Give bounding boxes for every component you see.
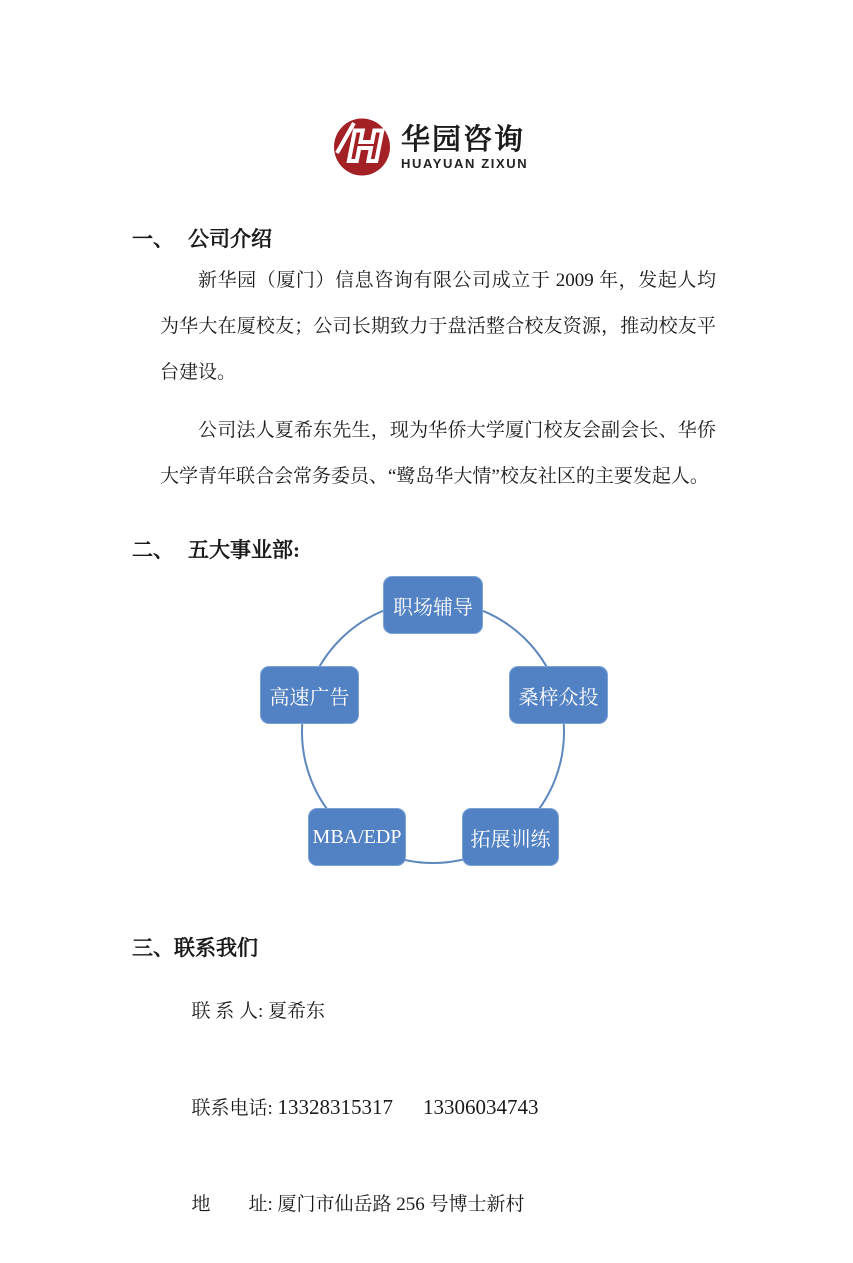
section-contact-heading [132,936,258,960]
logo-title: 华园咨询 [401,123,526,156]
svg-text:H: H [348,122,384,171]
division-box-career-coaching: 职场辅导 [383,576,483,634]
division-box-crowdfunding: 桑梓众投 [509,666,608,724]
logo-text [401,124,528,171]
division-box-highway-ads: 高速广告 [260,666,359,724]
contact-person-label: 联 系 人: [191,1001,269,1022]
contact-phone-number: 13328315317 [277,1095,394,1119]
intro-paragraph: 公司法人夏希东先生，现为华侨大学厦门校友会副会长、华侨大学青年联合会常务委员、“鹭岛华大情”校友社区的主要发起人。 [160,420,716,487]
contact-address-row [163,1167,539,1242]
cycle-circle-icon [290,589,580,879]
section-number: 三、 [132,936,174,960]
division-box-outdoor-training: 拓展训练 [462,808,559,866]
section-number: 二、 [132,538,174,562]
contact-address-value: 厦门市仙岳路 256 号博士新村 [277,1194,525,1215]
section-intro-heading [132,227,272,251]
division-box-mba-edp: MBA/EDP [308,808,406,866]
section-number: 一、 [132,227,174,251]
contact-phone-row [163,1070,539,1146]
section-divisions-heading [132,538,300,562]
contact-address-label: 地 址: [191,1194,278,1215]
contact-person-value: 夏希东 [268,1001,326,1022]
logo-subtitle: HUAYUAN ZIXUN [401,155,529,171]
contact-person-row [163,974,539,1049]
section-title: 联系我们 [174,936,258,960]
huayuan-logo-icon [333,118,391,176]
section-title: 五大事业部: [188,538,300,562]
intro-paragraphs [160,258,716,500]
intro-paragraph: 新华园（厦门）信息咨询有限公司成立于 2009 年，发起人均为华大在厦校友；公司长期致力于盘活整合校友资源，推动校友平台建设。 [160,270,716,383]
company-logo [333,118,528,176]
contact-phone-number: 13306034743 [423,1095,539,1119]
section-title: 公司介绍 [188,227,272,251]
contact-info [163,974,539,1263]
contact-phone-label: 联系电话: [191,1098,278,1119]
